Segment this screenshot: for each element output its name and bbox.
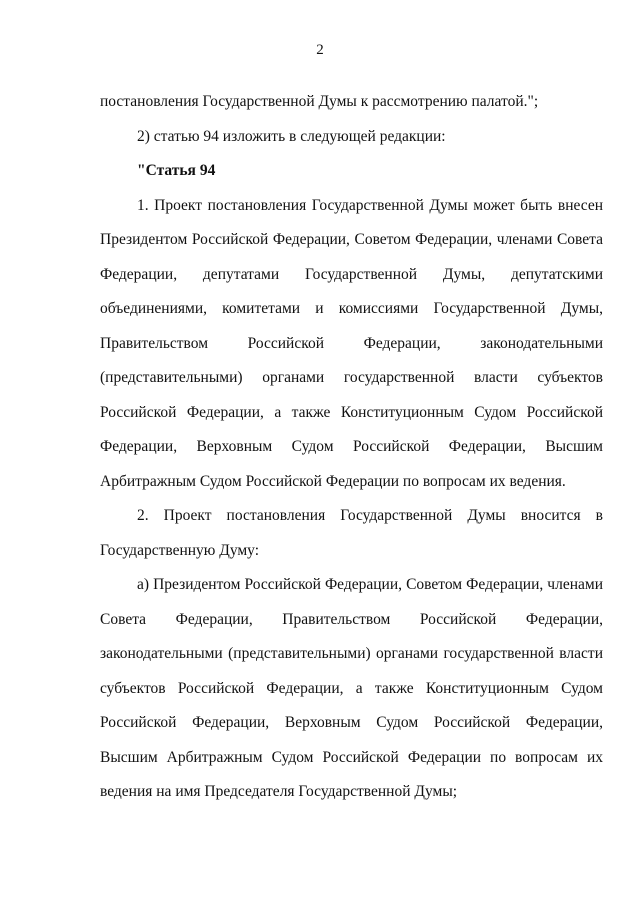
paragraph-clause-1: 1. Проект постановления Государственной Думы может быть внесен Президентом Российской Федерации, Советом Федерации, членами Совета Федерации, депутатами Государственной Думы, депутатскими объединениями, комитетами и комиссиями Государственной Думы, Правительством Российской Федерации, законодательными (представительными) органами государственной власти субъектов Российской Федерации, а также Конституционным Судом Российской Федерации, Верховным Судом Российской Федерации, Высшим Арбитражным Судом Российской Федерации по вопросам их ведения. — [100, 196, 603, 490]
paragraph-continuation: постановления Государственной Думы к рассмотрению палатой."; — [100, 93, 539, 110]
paragraph-clause-2: 2. Проект постановления Государственной Думы вносится в Государственную Думу: — [100, 507, 603, 559]
paragraph-item-2: 2) статью 94 изложить в следующей редакции: — [137, 127, 446, 145]
article-heading: "Статья 94 — [137, 162, 216, 179]
paragraph-subclause-a: а) Президентом Российской Федерации, Советом Федерации, членами Совета Федерации, Правительством Российской Федерации, законодательными (представительными) органами государственной власти субъектов Российской Федерации, а также Конституционным Судом Российской Федерации, Верховным Судом Российской Федерации, Высшим Арбитражным Судом Российской Федерации по вопросам их ведения на имя Председателя Государственной Думы; — [100, 576, 603, 800]
page-number: 2 — [316, 42, 324, 58]
document-body — [100, 85, 603, 810]
